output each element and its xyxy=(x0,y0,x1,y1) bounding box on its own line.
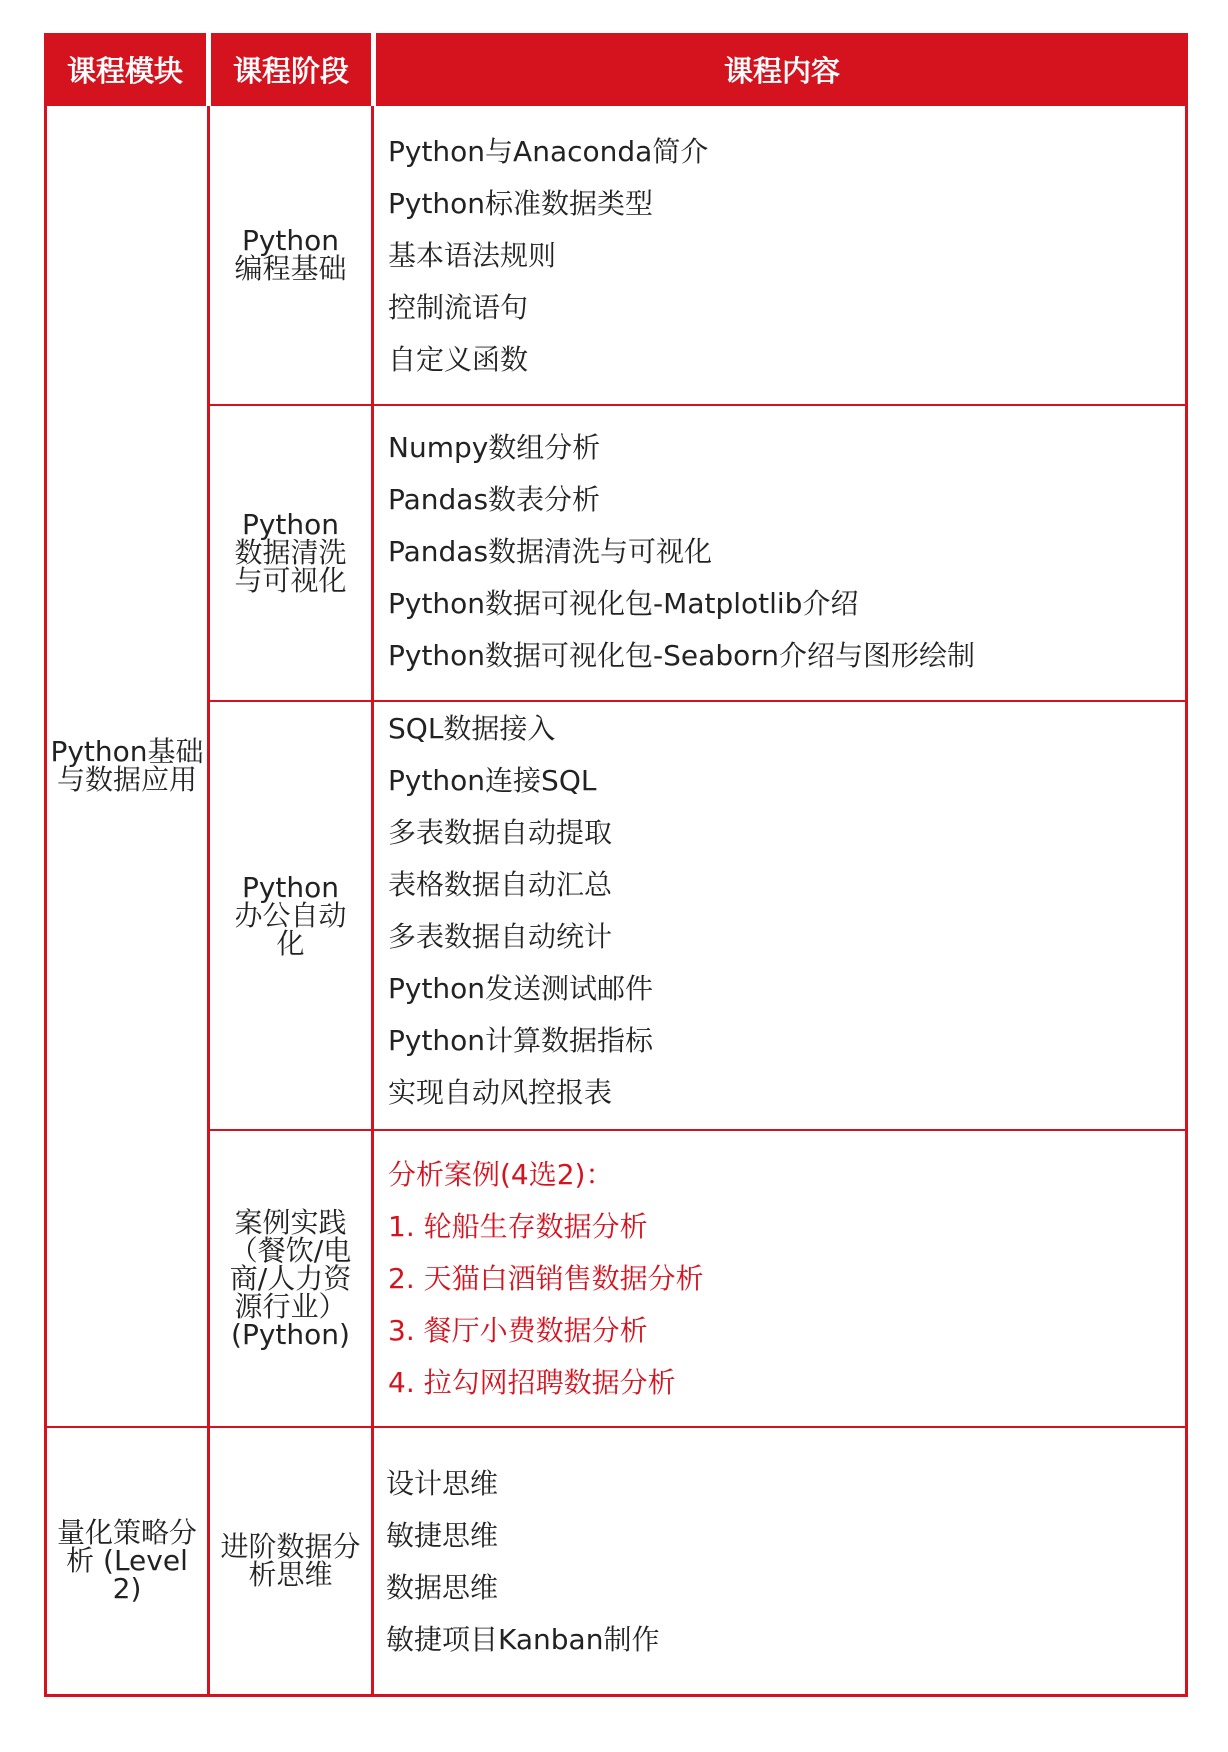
stage-name: 进阶数据分析思维 xyxy=(220,1530,361,1591)
list-item: 设计思维 xyxy=(386,1467,499,1500)
list-item: SQL数据接入 xyxy=(388,712,556,745)
list-item: 4. 拉勾网招聘数据分析 xyxy=(388,1366,676,1399)
list-item: 敏捷思维 xyxy=(386,1519,499,1552)
list-item: 基本语法规则 xyxy=(388,239,557,272)
stage-cell xyxy=(210,1428,371,1694)
list-item: Numpy数组分析 xyxy=(388,431,601,464)
column-divider xyxy=(371,106,374,1697)
stage-cell xyxy=(210,702,371,1129)
list-item: 3. 餐厅小费数据分析 xyxy=(388,1314,648,1347)
list-item: 控制流语句 xyxy=(388,291,529,324)
list-item: Pandas数据清洗与可视化 xyxy=(388,535,713,568)
list-item: 自定义函数 xyxy=(388,343,529,376)
list-item: 2. 天猫白酒销售数据分析 xyxy=(388,1262,704,1295)
list-item: 多表数据自动提取 xyxy=(388,816,613,849)
header-content: 课程内容 xyxy=(376,33,1188,106)
list-item: Python数据可视化包-Matplotlib介绍 xyxy=(388,587,859,620)
list-item: Python连接SQL xyxy=(388,764,597,797)
list-item: Python数据可视化包-Seaborn介绍与图形绘制 xyxy=(388,639,975,672)
stage-cell xyxy=(210,406,371,700)
stage-name: Python数据清洗与可视化 xyxy=(234,508,347,597)
list-item: Python发送测试邮件 xyxy=(388,972,654,1005)
case-list xyxy=(388,1149,1178,1409)
stage-name: 案例实践（餐饮/电商/人力资源行业）(Python) xyxy=(229,1205,352,1351)
module-cell xyxy=(47,1428,207,1694)
list-item: Python计算数据指标 xyxy=(388,1024,654,1057)
list-item: Python标准数据类型 xyxy=(388,187,654,220)
header-separator xyxy=(371,33,376,106)
header-stage: 课程阶段 xyxy=(211,33,371,106)
list-item: 表格数据自动汇总 xyxy=(388,868,613,901)
content-list xyxy=(388,703,1178,1119)
module-cell xyxy=(47,106,207,1426)
case-title: 分析案例(4选2)： xyxy=(388,1158,614,1191)
content-list xyxy=(388,126,1178,386)
header-module: 课程模块 xyxy=(44,33,206,106)
content-list xyxy=(388,422,1178,682)
list-item: Python与Anaconda简介 xyxy=(388,135,709,168)
stage-name: Python编程基础 xyxy=(234,224,347,285)
list-item: 数据思维 xyxy=(386,1571,499,1604)
stage-cell xyxy=(210,106,371,404)
stage-cell xyxy=(210,1131,371,1426)
module-name: Python基础与数据应用 xyxy=(50,735,204,796)
list-item: 实现自动风控报表 xyxy=(388,1076,613,1109)
header-separator xyxy=(206,33,211,106)
content-list xyxy=(386,1458,1176,1666)
module-name: 量化策略分析 (Level 2) xyxy=(56,1516,197,1605)
list-item: 敏捷项目Kanban制作 xyxy=(386,1623,660,1656)
stage-name: Python办公自动化 xyxy=(234,870,347,960)
list-item: 多表数据自动统计 xyxy=(388,920,613,953)
list-item: Pandas数表分析 xyxy=(388,483,601,516)
list-item: 1. 轮船生存数据分析 xyxy=(388,1210,648,1243)
